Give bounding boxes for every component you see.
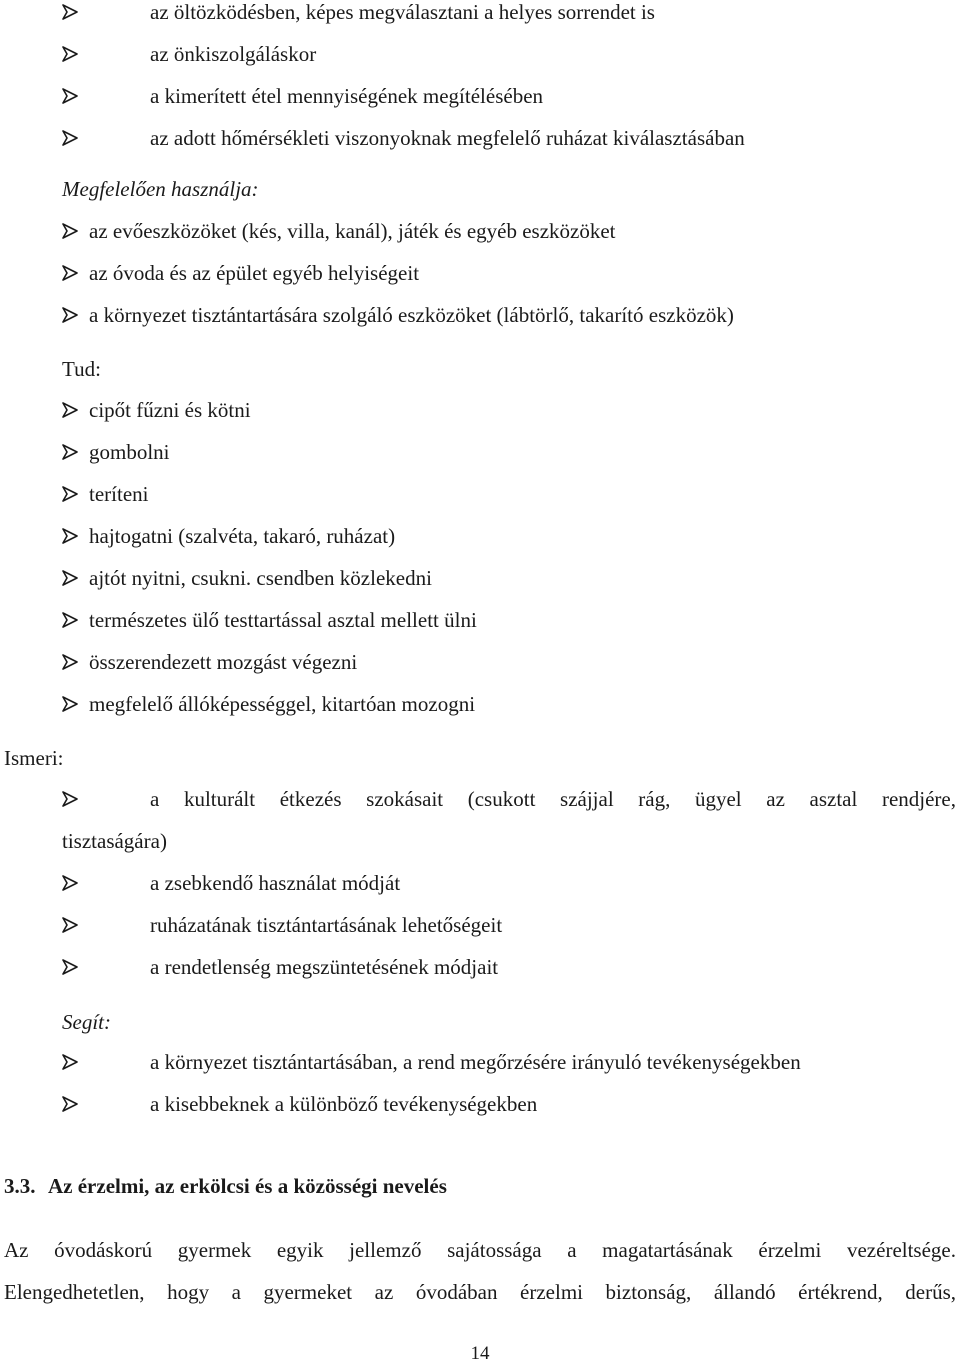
list-item-text: a kisebbeknek a különböző tevékenységekben: [150, 1092, 538, 1116]
section-label-segit: [0, 1007, 960, 1037]
section-label-hasznalja: [0, 174, 960, 204]
list-item: [0, 605, 960, 635]
paragraph-text: Elengedhetetlen, hogy a gyermeket az óvodában érzelmi biztonság, állandó értékrend, derűs,: [4, 1280, 956, 1304]
label-text: Segít:: [62, 1010, 111, 1034]
list-item: [0, 689, 960, 719]
arrow-bullet-icon: [62, 612, 78, 628]
page-number: 14: [470, 1343, 490, 1364]
arrow-bullet-icon: [62, 959, 78, 975]
list-item-text: ajtót nyitni, csukni. csendben közlekedni: [89, 566, 432, 590]
paragraph-text: Az óvodáskorú gyermek egyik jellemző sajátossága a magatartásának érzelmi vezéreltsége.: [4, 1238, 956, 1262]
section-title: Az érzelmi, az erkölcsi és a közösségi nevelés: [48, 1174, 447, 1198]
list-item: [0, 784, 960, 814]
list-item: [0, 123, 960, 153]
arrow-bullet-icon: [62, 307, 78, 323]
arrow-bullet-icon: [62, 1054, 78, 1070]
list-item-text: a környezet tisztántartására szolgáló eszközöket (lábtörlő, takarító eszközök): [89, 303, 734, 327]
arrow-bullet-icon: [62, 130, 78, 146]
list-item-text: a rendetlenség megszüntetésének módjait: [150, 955, 499, 979]
list-item-text: a környezet tisztántartásában, a rend megőrzésére irányuló tevékenységekben: [150, 1050, 801, 1074]
list-item-text: a kimerített étel mennyiségének megítélésében: [150, 84, 544, 108]
list-item-text: természetes ülő testtartással asztal mellett ülni: [89, 608, 477, 632]
list-item: [0, 300, 960, 330]
arrow-bullet-icon: [62, 1096, 78, 1112]
list-item-text: az öltözködésben, képes megválasztani a helyes sorrendet is: [150, 0, 655, 24]
arrow-bullet-icon: [62, 875, 78, 891]
list-item-text: ruházatának tisztántartásának lehetőségeit: [150, 913, 503, 937]
arrow-bullet-icon: [62, 88, 78, 104]
label-text: Ismeri:: [4, 746, 64, 770]
list-item: [0, 81, 960, 111]
section-label-tud: [0, 354, 960, 384]
list-item: [0, 0, 960, 27]
list-item: [0, 521, 960, 551]
list-item: [0, 1047, 960, 1077]
arrow-bullet-icon: [62, 791, 78, 807]
list-item: [0, 647, 960, 677]
label-text: Tud:: [62, 357, 101, 381]
arrow-bullet-icon: [62, 570, 78, 586]
arrow-bullet-icon: [62, 265, 78, 281]
arrow-bullet-icon: [62, 486, 78, 502]
list-item: [0, 437, 960, 467]
list-item-text: gombolni: [89, 440, 170, 464]
arrow-bullet-icon: [62, 223, 78, 239]
list-item-text: az óvoda és az épület egyéb helyiségeit: [89, 261, 420, 285]
list-item-text: teríteni: [89, 482, 149, 506]
list-item-text: a kulturált étkezés szokásait (csukott szájjal rág, ügyel az asztal rendjére,: [150, 787, 956, 811]
list-item: [0, 479, 960, 509]
list-item-text: összerendezett mozgást végezni: [89, 650, 358, 674]
list-item: [0, 216, 960, 246]
list-item-text: az evőeszközöket (kés, villa, kanál), játék és egyéb eszközöket: [89, 219, 616, 243]
arrow-bullet-icon: [62, 917, 78, 933]
list-item-text: megfelelő állóképességgel, kitartóan mozogni: [89, 692, 476, 716]
list-item: [0, 952, 960, 982]
paragraph-line: [0, 1277, 960, 1307]
section-label-ismeri: [0, 743, 960, 773]
section-number: 3.3.: [4, 1174, 36, 1198]
label-text: Megfelelően használja:: [62, 177, 259, 201]
list-item-text: cipőt fűzni és kötni: [89, 398, 251, 422]
arrow-bullet-icon: [62, 444, 78, 460]
list-item: [0, 39, 960, 69]
list-item: [0, 563, 960, 593]
arrow-bullet-icon: [62, 696, 78, 712]
list-item: [0, 395, 960, 425]
arrow-bullet-icon: [62, 4, 78, 20]
list-item-text: tisztaságára): [62, 829, 167, 853]
list-item: [0, 1089, 960, 1119]
list-item: [0, 910, 960, 940]
arrow-bullet-icon: [62, 528, 78, 544]
list-item-text: hajtogatni (szalvéta, takaró, ruházat): [89, 524, 396, 548]
list-item: [0, 868, 960, 898]
list-item-text: az önkiszolgáláskor: [150, 42, 317, 66]
arrow-bullet-icon: [62, 402, 78, 418]
list-item-text: az adott hőmérsékleti viszonyoknak megfelelő ruházat kiválasztásában: [150, 126, 745, 150]
list-item-text: a zsebkendő használat módját: [150, 871, 401, 895]
list-item-continuation: [0, 826, 960, 856]
list-item: [0, 258, 960, 288]
arrow-bullet-icon: [62, 654, 78, 670]
arrow-bullet-icon: [62, 46, 78, 62]
paragraph-line: [0, 1235, 960, 1265]
section-heading: [0, 1171, 960, 1201]
